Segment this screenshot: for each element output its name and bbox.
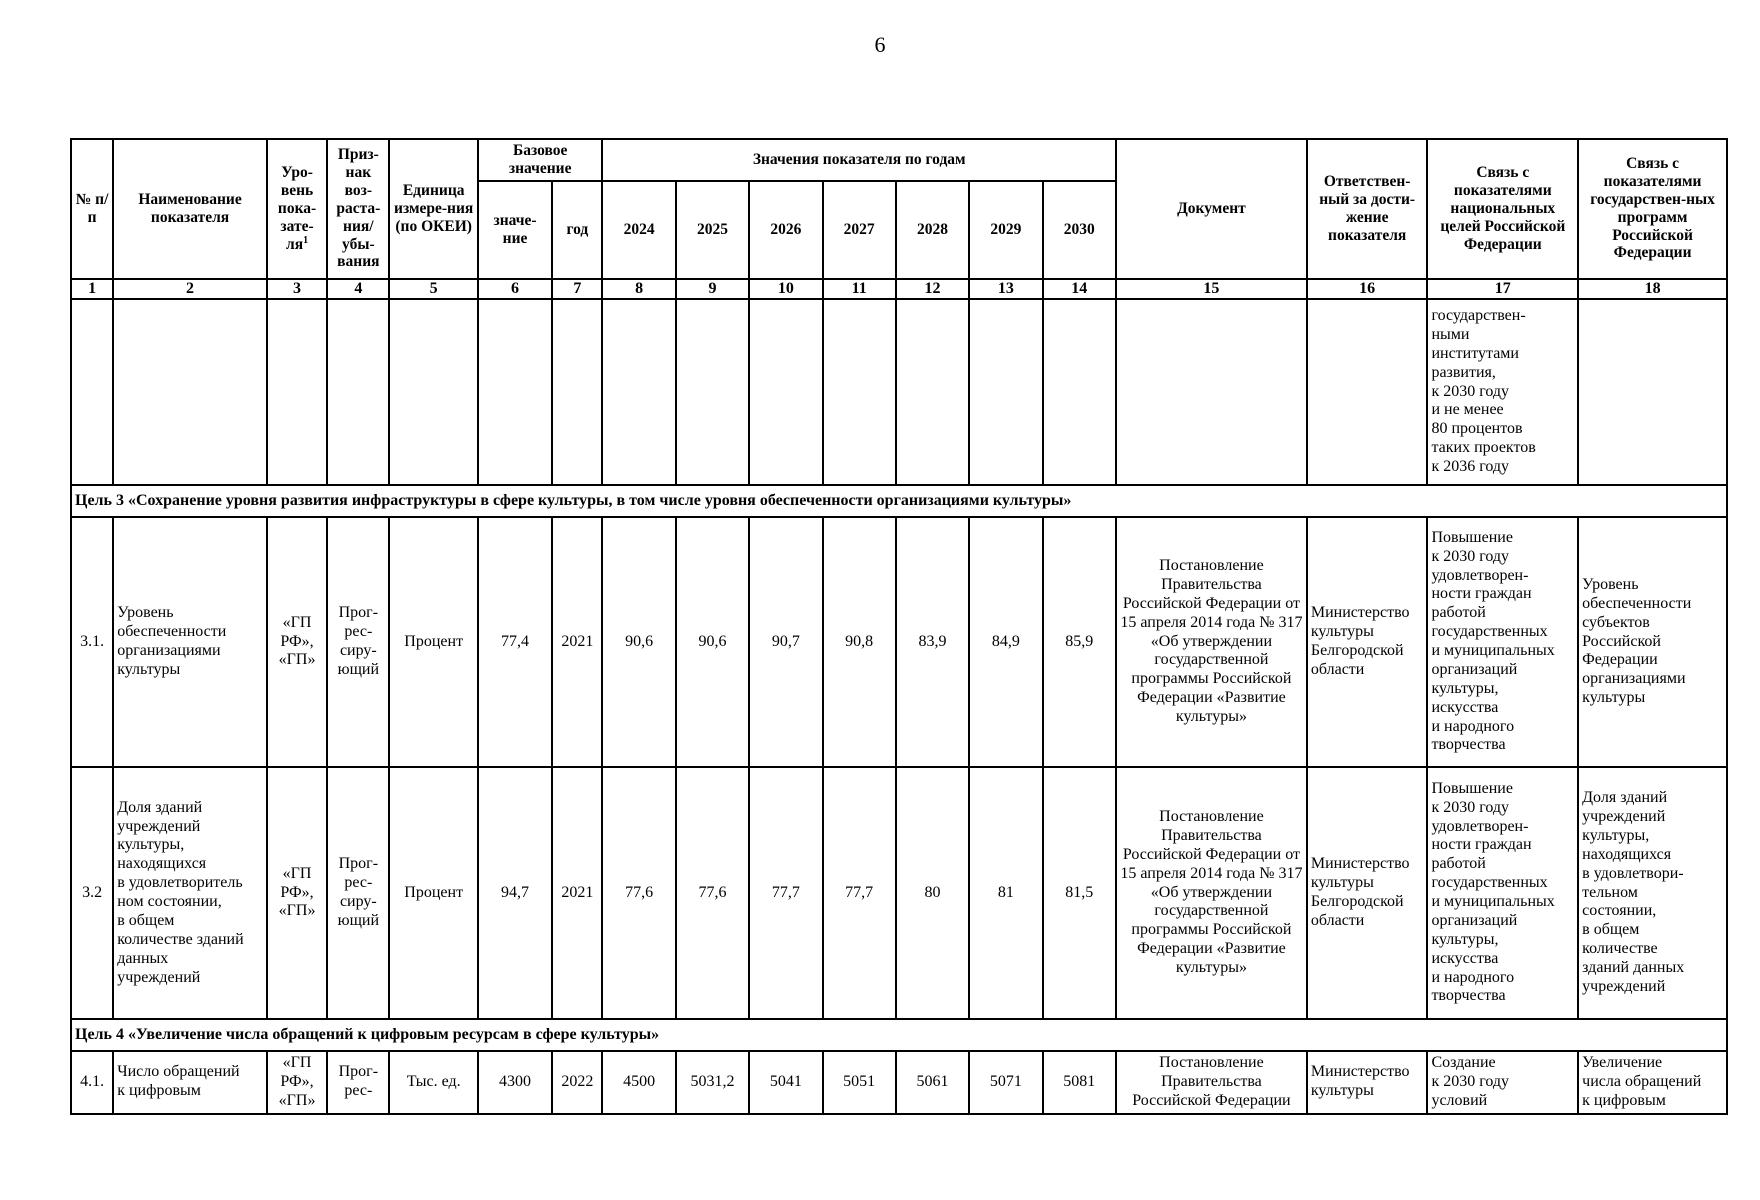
indicator-level: «ГП РФ», «ГП»	[267, 517, 327, 767]
page-number: 6	[874, 32, 886, 57]
year-value: 5081	[1043, 1051, 1116, 1114]
row-number: 4.1.	[71, 1051, 113, 1114]
indicator-sign: Прог-рес-сиру-ющий	[327, 517, 389, 767]
base-value: 77,4	[478, 517, 552, 767]
document-reference: Постановление Правительства Российской Федерации	[1116, 1051, 1307, 1114]
year-value: 90,8	[823, 517, 896, 767]
base-value: 4300	[478, 1051, 552, 1114]
year-value: 84,9	[969, 517, 1042, 767]
year-value: 85,9	[1043, 517, 1116, 767]
header-national: Связь с показателями национальных целей Российской Федерации	[1427, 139, 1578, 279]
responsible-body: Министерство культуры Белгородской области	[1307, 517, 1428, 767]
document-reference: Постановление Правительства Российской Федерации от 15 апреля 2014 года № 317 «Об утверждении государственной программы Российской Федерации «Развитие культуры»	[1116, 517, 1307, 767]
header-base-year: год	[552, 181, 602, 279]
header-year: 2026	[749, 181, 822, 279]
column-number: 8	[602, 279, 675, 299]
column-number: 17	[1427, 279, 1578, 299]
indicators-table	[70, 138, 1728, 1115]
year-value: 81	[969, 767, 1042, 1019]
header-responsible: Ответствен-ный за дости-жение показателя	[1307, 139, 1428, 279]
header-document: Документ	[1116, 139, 1307, 279]
header-year: 2030	[1043, 181, 1116, 279]
year-value: 5041	[749, 1051, 822, 1114]
indicator-sign: Прог-рес-сиру-ющий	[327, 767, 389, 1019]
indicator-name: Число обращений к цифровым	[113, 1051, 267, 1114]
column-number: 14	[1043, 279, 1116, 299]
indicator-unit: Тыс. ед.	[389, 1051, 477, 1114]
national-goal-cell: государствен- ными институтами развития, к 2030 году и не менее 80 процентов таких проектов к 2036 году	[1427, 299, 1578, 485]
header-year: 2025	[676, 181, 749, 279]
column-number: 3	[267, 279, 327, 299]
column-number: 18	[1578, 279, 1727, 299]
column-number: 6	[478, 279, 552, 299]
year-value: 83,9	[896, 517, 969, 767]
year-value: 81,5	[1043, 767, 1116, 1019]
state-program-link: Доля зданий учреждений культуры, находящихся в удовлетвори- тельном состоянии, в общем количестве зданий данных учреждений	[1578, 767, 1727, 1019]
table-row	[71, 517, 1727, 767]
header-base-value: значе-ние	[478, 181, 552, 279]
column-number: 9	[676, 279, 749, 299]
column-number: 1	[71, 279, 113, 299]
row-number: 3.1.	[71, 517, 113, 767]
header-unit: Единица измере-ния (по ОКЕИ)	[389, 139, 477, 279]
header-num: № п/п	[71, 139, 113, 279]
column-number: 4	[327, 279, 389, 299]
state-program-link: Увеличение числа обращений к цифровым	[1578, 1051, 1727, 1114]
year-value: 5061	[896, 1051, 969, 1114]
column-number: 12	[896, 279, 969, 299]
header-sign: Приз-нак воз-раста-ния/ убы-вания	[327, 139, 389, 279]
column-number: 7	[552, 279, 602, 299]
goal-3-heading: Цель 3 «Сохранение уровня развития инфраструктуры в сфере культуры, в том числе уровня обеспеченности организациями культуры»	[71, 485, 1727, 517]
base-year: 2021	[552, 767, 602, 1019]
year-value: 77,6	[676, 767, 749, 1019]
header-year: 2027	[823, 181, 896, 279]
national-goal-link: Создание к 2030 году условий	[1427, 1051, 1578, 1114]
header-year: 2024	[602, 181, 675, 279]
year-value: 90,6	[602, 517, 675, 767]
column-number: 10	[749, 279, 822, 299]
row-number: 3.2	[71, 767, 113, 1019]
responsible-body: Министерство культуры Белгородской области	[1307, 767, 1428, 1019]
year-value: 4500	[602, 1051, 675, 1114]
indicator-sign: Прог-рес-	[327, 1051, 389, 1114]
column-number: 11	[823, 279, 896, 299]
year-value: 90,6	[676, 517, 749, 767]
base-year: 2022	[552, 1051, 602, 1114]
national-goal-link: Повышение к 2030 году удовлетворен- ности граждан работой государственных и муниципальных организаций культуры, искусства и народного творчества	[1427, 517, 1578, 767]
header-state-programs: Связь с показателями государствен-ных программ Российской Федерации	[1578, 139, 1727, 279]
header-level: Уро-вень пока-$зате-ля^1$	[267, 139, 327, 279]
column-number: 13	[969, 279, 1042, 299]
year-value: 80	[896, 767, 969, 1019]
base-value: 94,7	[478, 767, 552, 1019]
year-value: 77,6	[602, 767, 675, 1019]
column-number: 16	[1307, 279, 1428, 299]
year-value: 77,7	[749, 767, 822, 1019]
base-year: 2021	[552, 517, 602, 767]
indicator-unit: Процент	[389, 767, 477, 1019]
header-name: Наименование показателя	[113, 139, 267, 279]
header-year: 2028	[896, 181, 969, 279]
column-number: 2	[113, 279, 267, 299]
year-value: 5071	[969, 1051, 1042, 1114]
document-reference: Постановление Правительства Российской Федерации от 15 апреля 2014 года № 317 «Об утверждении государственной программы Российской Федерации «Развитие культуры»	[1116, 767, 1307, 1019]
state-program-link: Уровень обеспеченности субъектов Российской Федерации организациями культуры	[1578, 517, 1727, 767]
continuation-row	[71, 299, 1727, 485]
goal-4-heading: Цель 4 «Увеличение числа обращений к цифровым ресурсам в сфере культуры»	[71, 1019, 1727, 1051]
indicator-name: Доля зданий учреждений культуры, находящихся в удовлетворитель ном состоянии, в общем количестве зданий данных учреждений	[113, 767, 267, 1019]
column-number: 5	[389, 279, 477, 299]
responsible-body: Министерство культуры	[1307, 1051, 1428, 1114]
header-year: 2029	[969, 181, 1042, 279]
year-value: 90,7	[749, 517, 822, 767]
header-years: Значения показателя по годам	[602, 139, 1116, 181]
indicator-unit: Процент	[389, 517, 477, 767]
table-row	[71, 767, 1727, 1019]
year-value: 5051	[823, 1051, 896, 1114]
table-row	[71, 1051, 1727, 1114]
indicator-name: Уровень обеспеченности организациями культуры	[113, 517, 267, 767]
national-goal-link: Повышение к 2030 году удовлетворен- ности граждан работой государственных и муниципальных организаций культуры, искусства и народного творчества	[1427, 767, 1578, 1019]
indicator-level: «ГП РФ», «ГП»	[267, 1051, 327, 1114]
year-value: 5031,2	[676, 1051, 749, 1114]
column-number: 15	[1116, 279, 1307, 299]
header-base: Базовое значение	[478, 139, 603, 181]
year-value: 77,7	[823, 767, 896, 1019]
indicator-level: «ГП РФ», «ГП»	[267, 767, 327, 1019]
